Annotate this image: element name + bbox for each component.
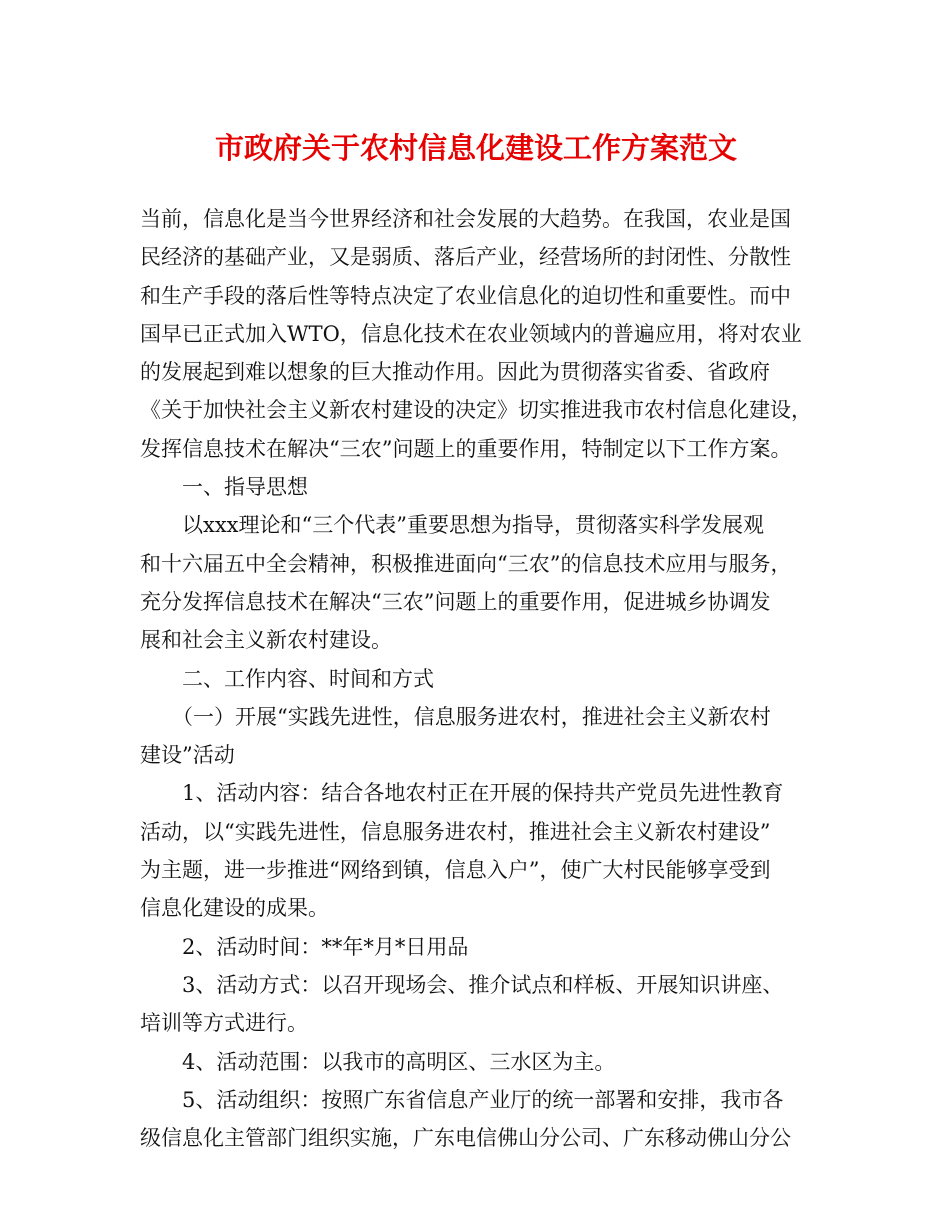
document-body bbox=[140, 200, 820, 1157]
text-line: 5、活动组织：按照广东省信息产业厅的统一部署和安排，我市各 bbox=[182, 1087, 784, 1112]
text-line: 活动，以“实践先进性，信息服务进农村，推进社会主义新农村建设” bbox=[140, 819, 771, 844]
document-title: 市政府关于农村信息化建设工作方案范文 bbox=[214, 131, 737, 165]
text-line: 发挥信息技术在解决“三农”问题上的重要作用，特制定以下工作方案。 bbox=[140, 436, 792, 461]
text-line: 二、工作内容、时间和方式 bbox=[182, 666, 434, 691]
text-line: 4、活动范围：以我市的高明区、三水区为主。 bbox=[182, 1049, 616, 1074]
text-line: 民经济的基础产业，又是弱质、落后产业，经营场所的封闭性、分散性 bbox=[140, 245, 791, 270]
text-line: 信息化建设的成果。 bbox=[140, 896, 329, 921]
text-line: （一）开展“实践先进性，信息服务进农村，推进社会主义新农村 bbox=[172, 704, 771, 729]
text-line: 和十六届五中全会精神，积极推进面向“三农”的信息技术应用与服务， bbox=[140, 551, 792, 576]
text-line: 一、指导思想 bbox=[182, 475, 308, 500]
text-line: 国早已正式加入WTO，信息化技术在农业领域内的普遍应用，将对农业 bbox=[140, 321, 802, 346]
text-line: 级信息化主管部门组织实施，广东电信佛山分公司、广东移动佛山分公 bbox=[140, 1126, 791, 1151]
text-line: 当前，信息化是当今世界经济和社会发展的大趋势。在我国，农业是国 bbox=[140, 207, 791, 231]
text-line: 1、活动内容：结合各地农村正在开展的保持共产党员先进性教育 bbox=[182, 781, 784, 806]
text-line: 展和社会主义新农村建设。 bbox=[140, 628, 392, 653]
text-line: 建设”活动 bbox=[140, 743, 235, 768]
text-line: 充分发挥信息技术在解决“三农”问题上的重要作用，促进城乡协调发 bbox=[140, 589, 771, 614]
text-line: 培训等方式进行。 bbox=[140, 1011, 308, 1036]
text-line: 以xxx理论和“三个代表”重要思想为指导，贯彻落实科学发展观 bbox=[182, 513, 764, 538]
text-line: 的发展起到难以想象的巨大推动作用。因此为贯彻落实省委、省政府 bbox=[140, 360, 770, 385]
text-line: 为主题，进一步推进“网络到镇，信息入户”，使广大村民能够享受到 bbox=[140, 858, 771, 883]
text-line: 3、活动方式：以召开现场会、推介试点和样板、开展知识讲座、 bbox=[182, 972, 784, 997]
text-line: 2、活动时间：**年*月*日用品 bbox=[182, 934, 469, 959]
text-line: 《关于加快社会主义新农村建设的决定》切实推进我市农村信息化建设， bbox=[140, 398, 812, 423]
text-line: 和生产手段的落后性等特点决定了农业信息化的迫切性和重要性。而中 bbox=[140, 283, 791, 308]
